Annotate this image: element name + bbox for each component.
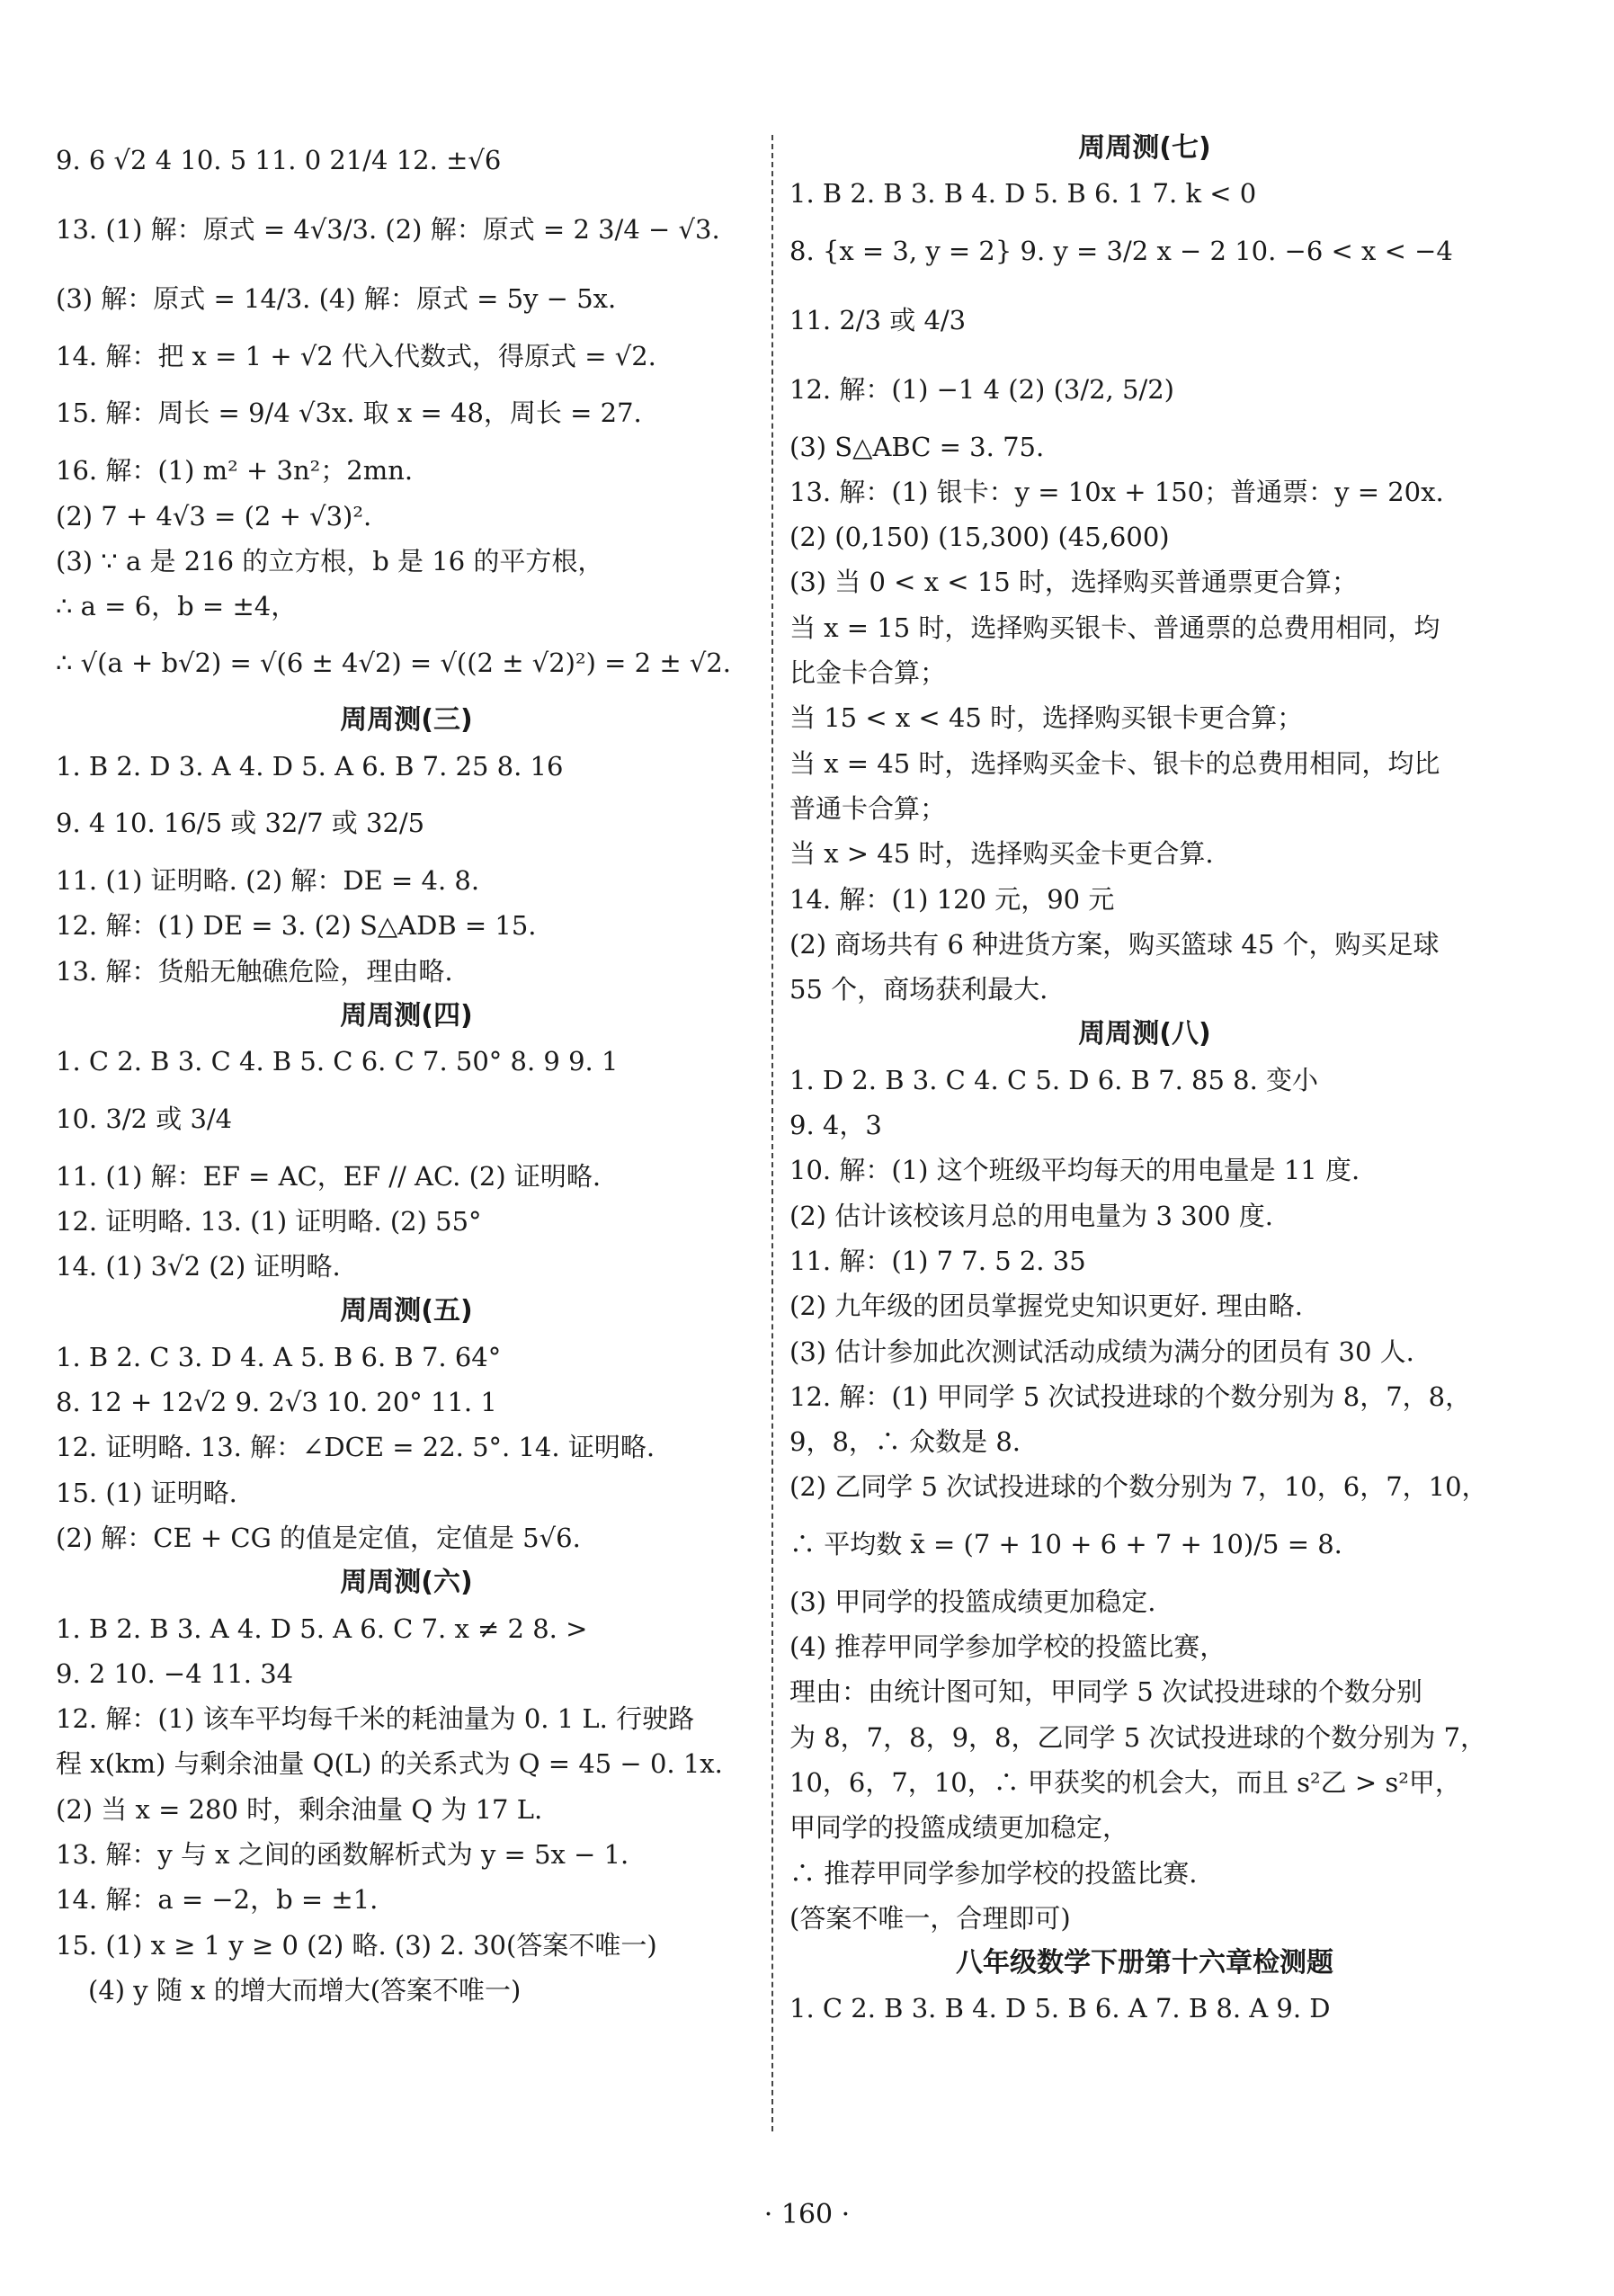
answer-line: 甲同学的投篮成绩更加稳定， — [789, 1812, 1129, 1844]
answer-line: 11. (1) 解：EF = AC，EF // AC. (2) 证明略. — [56, 1160, 602, 1192]
answer-line: 14. 解：a = −2，b = ±1. — [56, 1884, 379, 1916]
answer-line: ∴ 推荐甲同学参加学校的投篮比赛. — [789, 1857, 1198, 1889]
answer-line: 55 个，商场获利最大. — [789, 974, 1048, 1005]
answer-line: 11. (1) 证明略. (2) 解：DE = 4. 8. — [56, 865, 480, 897]
answer-line: 8. {x = 3, y = 2} 9. y = 3/2 x − 2 10. −6 < x < −4 — [789, 235, 1453, 266]
answer-line: 14. 解：(1) 120 元，90 元 — [789, 883, 1115, 915]
answer-line: 11. 2/3 或 4/3 — [789, 304, 967, 335]
answer-line: 13. 解：货船无触礁危险，理由略. — [56, 955, 453, 987]
answer-line: 1. B 2. B 3. A 4. D 5. A 6. C 7. x ≠ 2 8. > — [56, 1613, 588, 1644]
answer-line: 当 x = 45 时，选择购买金卡、银卡的总费用相同，均比 — [789, 747, 1440, 779]
answer-line: 9，8，∴ 众数是 8. — [789, 1426, 1021, 1458]
answer-line: 12. 证明略. 13. (1) 证明略. (2) 55° — [56, 1205, 482, 1237]
answer-line: 15. (1) 证明略. — [56, 1477, 237, 1508]
answer-line: 15. 解：周长 = 9/4 √3x. 取 x = 48，周长 = 27. — [56, 398, 642, 429]
answer-line: (3) 当 0 < x < 15 时，选择购买普通票更合算； — [789, 567, 1358, 598]
section-heading: 周周测(八) — [1078, 1018, 1211, 1050]
answer-line: 1. B 2. D 3. A 4. D 5. A 6. B 7. 25 8. 16 — [56, 750, 564, 782]
answer-line: (答案不唯一，合理即可) — [789, 1902, 1071, 1934]
answer-line: 1. B 2. B 3. B 4. D 5. B 6. 1 7. k < 0 — [789, 178, 1257, 210]
answer-line: (2) 乙同学 5 次试投进球的个数分别为 7，10，6，7，10， — [789, 1471, 1488, 1503]
answer-line: 14. 解：把 x = 1 + √2 代入代数式，得原式 = √2. — [56, 341, 656, 371]
answer-line: (4) 推荐甲同学参加学校的投篮比赛， — [789, 1631, 1226, 1663]
answer-line: 1. D 2. B 3. C 4. C 5. D 6. B 7. 85 8. 变小 — [789, 1064, 1319, 1095]
answer-line: 9. 6 √2 4 10. 5 11. 0 21/4 12. ±√6 — [56, 145, 502, 175]
answer-line: 16. 解：(1) m² + 3n²；2mn. — [56, 455, 414, 487]
answer-line: 普通卡合算； — [789, 792, 947, 824]
answer-line: 15. (1) x ≥ 1 y ≥ 0 (2) 略. (3) 2. 30(答案不唯一) — [56, 1929, 657, 1961]
answer-line: 比金卡合算； — [789, 657, 947, 689]
answer-line: ∴ √(a + b√2) = √(6 ± 4√2) = √((2 ± √2)²) = 2 ± √2. — [56, 648, 731, 679]
answer-line: (2) 估计该校该月总的用电量为 3 300 度. — [789, 1200, 1273, 1231]
answer-line: 1. C 2. B 3. B 4. D 5. B 6. A 7. B 8. A 9. D — [789, 1993, 1331, 2024]
answer-line: (2) 商场共有 6 种进货方案，购买篮球 45 个，购买足球 — [789, 928, 1440, 960]
answer-line: (3) S△ABC = 3. 75. — [789, 431, 1045, 462]
answer-line: 9. 2 10. −4 11. 34 — [56, 1657, 294, 1689]
answer-line: (4) y 随 x 的增大而增大(答案不唯一) — [88, 1974, 522, 2006]
answer-line: (2) (0,150) (15,300) (45,600) — [789, 522, 1170, 553]
answer-line: (2) 7 + 4√3 = (2 + √3)². — [56, 500, 372, 532]
section-heading: 周周测(四) — [340, 999, 473, 1032]
section-heading: 周周测(五) — [340, 1295, 473, 1327]
answer-line: 10. 3/2 或 3/4 — [56, 1103, 233, 1134]
answer-line: (3) 解：原式 = 14/3. (4) 解：原式 = 5y − 5x. — [56, 283, 617, 314]
answer-line: (3) 甲同学的投篮成绩更加稳定. — [789, 1586, 1156, 1617]
answer-line: (3) ∵ a 是 216 的立方根，b 是 16 的平方根， — [56, 545, 604, 576]
answer-line: (2) 解：CE + CG 的值是定值，定值是 5√6. — [56, 1522, 581, 1553]
answer-line: 12. 解：(1) −1 4 (2) (3/2, 5/2) — [789, 373, 1174, 405]
answer-line: (2) 当 x = 280 时，剩余油量 Q 为 17 L. — [56, 1793, 543, 1825]
answer-line: 13. 解：y 与 x 之间的函数解析式为 y = 5x − 1. — [56, 1839, 629, 1871]
answer-line: 8. 12 + 12√2 9. 2√3 10. 20° 11. 1 — [56, 1387, 497, 1418]
answer-line: 12. 解：(1) 该车平均每千米的耗油量为 0. 1 L. 行驶路 — [56, 1703, 695, 1735]
answer-line: (3) 估计参加此次测试活动成绩为满分的团员有 30 人. — [789, 1336, 1414, 1367]
section-heading: 周周测(六) — [340, 1567, 473, 1599]
answer-line: (2) 九年级的团员掌握党史知识更好. 理由略. — [789, 1291, 1303, 1322]
answer-line: ∴ a = 6，b = ±4， — [56, 591, 298, 622]
column-divider — [771, 135, 773, 2131]
answer-line: 12. 解：(1) 甲同学 5 次试投进球的个数分别为 8，7，8， — [789, 1380, 1472, 1412]
left-column — [56, 126, 757, 2013]
answer-line: 1. B 2. C 3. D 4. A 5. B 6. B 7. 64° — [56, 1341, 502, 1372]
answer-line: 程 x(km) 与剩余油量 Q(L) 的关系式为 Q = 45 − 0. 1x. — [56, 1748, 723, 1780]
section-heading: 周周测(三) — [340, 704, 473, 737]
answer-line: 13. (1) 解：原式 = 4√3/3. (2) 解：原式 = 2 3/4 − √3. — [56, 214, 720, 245]
section-heading: 八年级数学下册第十六章检测题 — [956, 1947, 1333, 1979]
answer-line: 10，6，7，10，∴ 甲获奖的机会大，而且 s²乙 > s²甲， — [789, 1766, 1461, 1798]
answer-line: ∴ 平均数 x̄ = (7 + 10 + 6 + 7 + 10)/5 = 8. — [789, 1528, 1342, 1559]
answer-line: 9. 4 10. 16/5 或 32/7 或 32/5 — [56, 808, 425, 839]
answer-line: 12. 解：(1) DE = 3. (2) S△ADB = 15. — [56, 910, 537, 942]
answer-line: 13. 解：(1) 银卡：y = 10x + 150；普通票：y = 20x. — [789, 476, 1444, 507]
answer-line: 当 x > 45 时，选择购买金卡更合算. — [789, 838, 1214, 870]
answer-line: 10. 解：(1) 这个班级平均每天的用电量是 11 度. — [789, 1155, 1360, 1186]
page-number: · 160 · — [763, 2199, 851, 2230]
answer-line: 1. C 2. B 3. C 4. B 5. C 6. C 7. 50° 8. 9 9. 1 — [56, 1046, 619, 1077]
answer-line: 为 8，7，8，9，8，乙同学 5 次试投进球的个数分别为 7， — [789, 1721, 1487, 1753]
right-column — [789, 126, 1500, 2032]
answer-line: 14. (1) 3√2 (2) 证明略. — [56, 1251, 341, 1282]
answer-line: 11. 解：(1) 7 7. 5 2. 35 — [789, 1245, 1086, 1276]
section-heading: 周周测(七) — [1078, 132, 1211, 164]
answer-line: 12. 证明略. 13. 解：∠DCE = 22. 5°. 14. 证明略. — [56, 1432, 655, 1463]
answer-line: 当 x = 15 时，选择购买银卡、普通票的总费用相同，均 — [789, 612, 1440, 643]
answer-line: 理由：由统计图可知，甲同学 5 次试投进球的个数分别 — [789, 1676, 1422, 1708]
answer-line: 9. 4，3 — [789, 1110, 882, 1141]
answer-line: 当 15 < x < 45 时，选择购买银卡更合算； — [789, 702, 1304, 734]
